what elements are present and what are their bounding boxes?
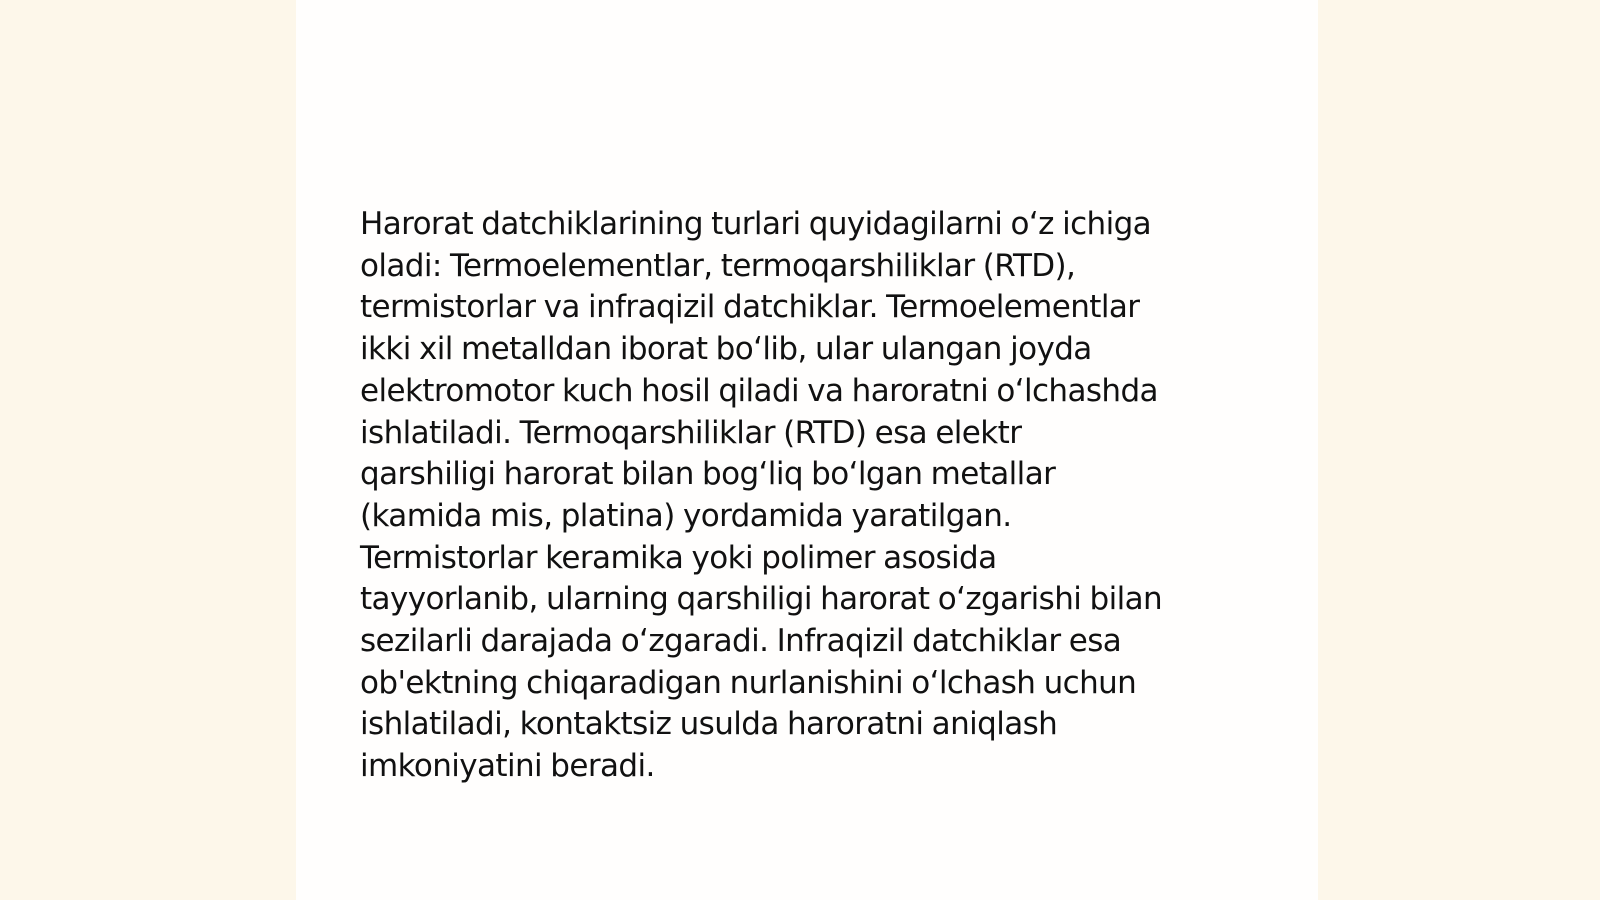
- slide: [296, 0, 1318, 900]
- body-text-line: termistorlar va infraqizil datchiklar. Termoelementlar: [360, 289, 1140, 326]
- body-text-line: elektromotor kuch hosil qiladi va haroratni oʻlchashda: [360, 372, 1158, 409]
- body-text-line: (kamida mis, platina) yordamida yaratilgan.: [360, 497, 1012, 534]
- body-text-line: ishlatiladi. Termoqarshiliklar (RTD) esa elektr: [360, 414, 1022, 451]
- body-text-line: ikki xil metalldan iborat boʻlib, ular ulangan joyda: [360, 331, 1092, 368]
- body-text-line: imkoniyatini beradi.: [360, 748, 655, 785]
- body-text-line: qarshiligi harorat bilan bogʻliq boʻlgan metallar: [360, 456, 1056, 493]
- right-margin-panel: [1318, 0, 1600, 900]
- body-text-line: sezilarli darajada oʻzgaradi. Infraqizil datchiklar esa: [360, 623, 1122, 660]
- body-text-line: Harorat datchiklarining turlari quyidagilarni oʻz ichiga: [360, 206, 1152, 242]
- slide-body-text: [360, 204, 1260, 788]
- body-text-line: oladi: Termoelementlar, termoqarshiliklar (RTD),: [360, 247, 1076, 284]
- body-text-line: tayyorlanib, ularning qarshiligi harorat oʻzgarishi bilan: [360, 581, 1163, 618]
- body-text-line: ishlatiladi, kontaktsiz usulda haroratni aniqlash: [360, 706, 1058, 743]
- body-text-line: ob'ektning chiqaradigan nurlanishini oʻlchash uchun: [360, 664, 1137, 701]
- body-text-line: Termistorlar keramika yoki polimer asosida: [360, 539, 997, 576]
- left-margin-panel: [0, 0, 296, 900]
